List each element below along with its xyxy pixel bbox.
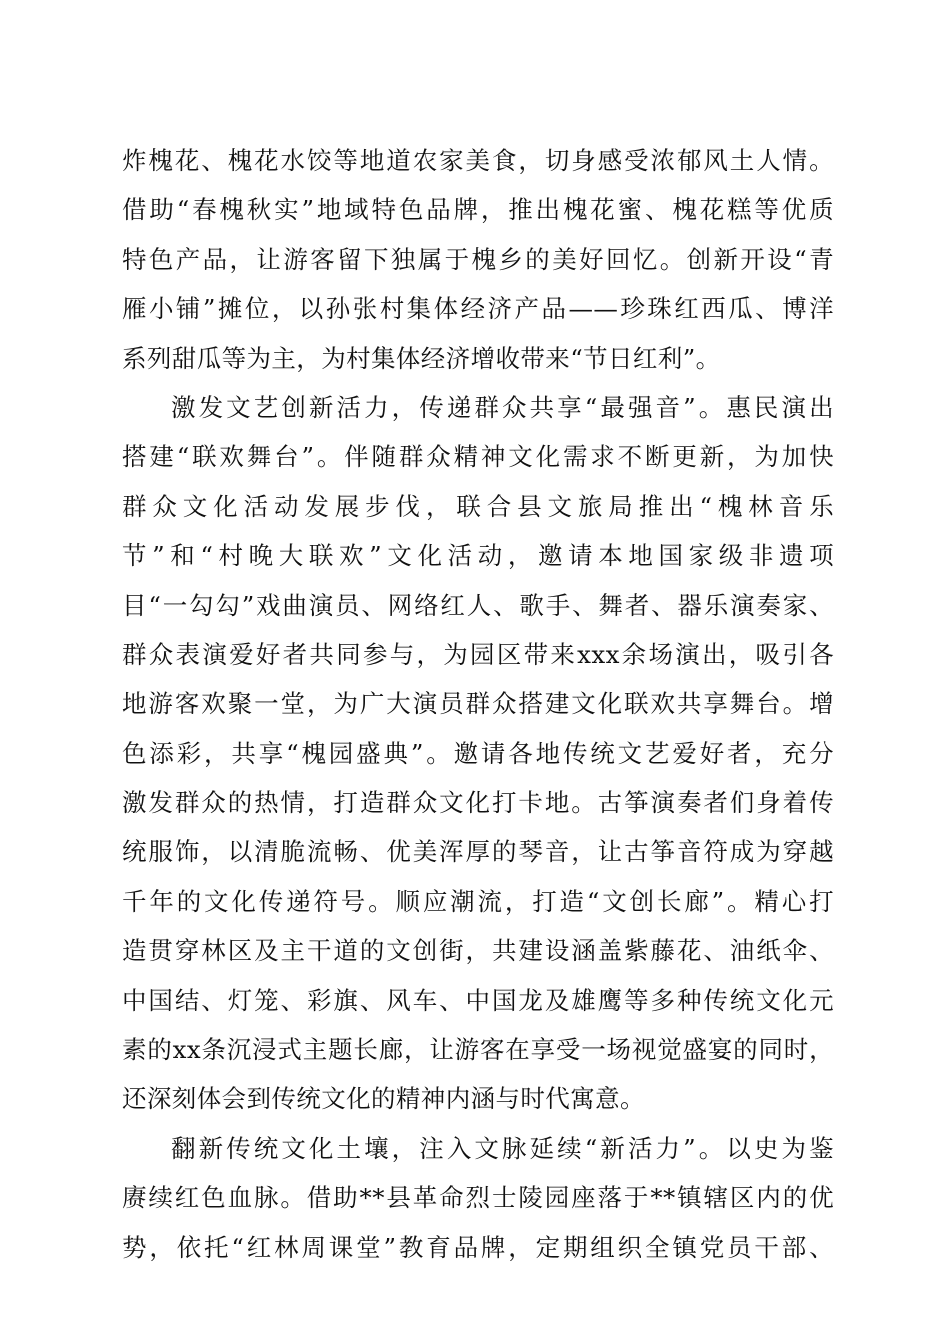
text-line: 统服饰，以清脆流畅、优美浑厚的琴音，让古筝音符成为穿越 bbox=[122, 837, 834, 867]
text-line: 中国结、灯笼、彩旗、风车、中国龙及雄鹰等多种传统文化元 bbox=[122, 985, 834, 1015]
document-body bbox=[122, 136, 834, 1272]
text-line: 还深刻体会到传统文化的精神内涵与时代寓意。 bbox=[122, 1084, 645, 1114]
text-line: 群众文化活动发展步伐，联合县文旅局推出“槐林音乐 bbox=[122, 491, 834, 521]
paragraph-first-line: 翻新传统文化土壤，注入文脉延续“新活力”。以史为鉴 bbox=[171, 1133, 834, 1163]
text-line: 群众表演爱好者共同参与，为园区带来xxx余场演出，吸引各 bbox=[122, 639, 834, 669]
text-line: 借助“春槐秋实”地域特色品牌，推出槐花蜜、槐花糕等优质 bbox=[122, 195, 834, 225]
text-line: 搭建“联欢舞台”。伴随群众精神文化需求不断更新，为加快 bbox=[122, 442, 834, 472]
text-line: 激发群众的热情，打造群众文化打卡地。古筝演奏者们身着传 bbox=[122, 788, 834, 818]
text-line: 节”和“村晚大联欢”文化活动，邀请本地国家级非遗项 bbox=[122, 541, 834, 571]
text-line: 炸槐花、槐花水饺等地道农家美食，切身感受浓郁风土人情。 bbox=[122, 146, 834, 175]
text-line: 雁小铺”摊位，以孙张村集体经济产品——珍珠红西瓜、博洋 bbox=[122, 294, 834, 324]
text-line: 赓续红色血脉。借助**县革命烈士陵园座落于**镇辖区内的优 bbox=[122, 1183, 834, 1213]
text-line: 势，依托“红林周课堂”教育品牌，定期组织全镇党员干部、 bbox=[122, 1232, 834, 1262]
text-line: 目“一勾勾”戏曲演员、网络红人、歌手、舞者、器乐演奏家、 bbox=[122, 590, 834, 620]
text-line: 特色产品，让游客留下独属于槐乡的美好回忆。创新开设“青 bbox=[122, 244, 834, 274]
text-line: 造贯穿林区及主干道的文创街，共建设涵盖紫藤花、油纸伞、 bbox=[122, 936, 834, 966]
text-line: 色添彩，共享“槐园盛典”。邀请各地传统文艺爱好者，充分 bbox=[122, 738, 834, 768]
text-line: 系列甜瓜等为主，为村集体经济增收带来“节日红利”。 bbox=[122, 343, 721, 373]
paragraph-first-line: 激发文艺创新活力，传递群众共享“最强音”。惠民演出 bbox=[171, 392, 834, 422]
text-line: 千年的文化传递符号。顺应潮流，打造“文创长廊”。精心打 bbox=[122, 886, 834, 916]
text-line: 地游客欢聚一堂，为广大演员群众搭建文化联欢共享舞台。增 bbox=[122, 689, 834, 719]
text-line: 素的xx条沉浸式主题长廊，让游客在享受一场视觉盛宴的同时， bbox=[122, 1035, 834, 1065]
